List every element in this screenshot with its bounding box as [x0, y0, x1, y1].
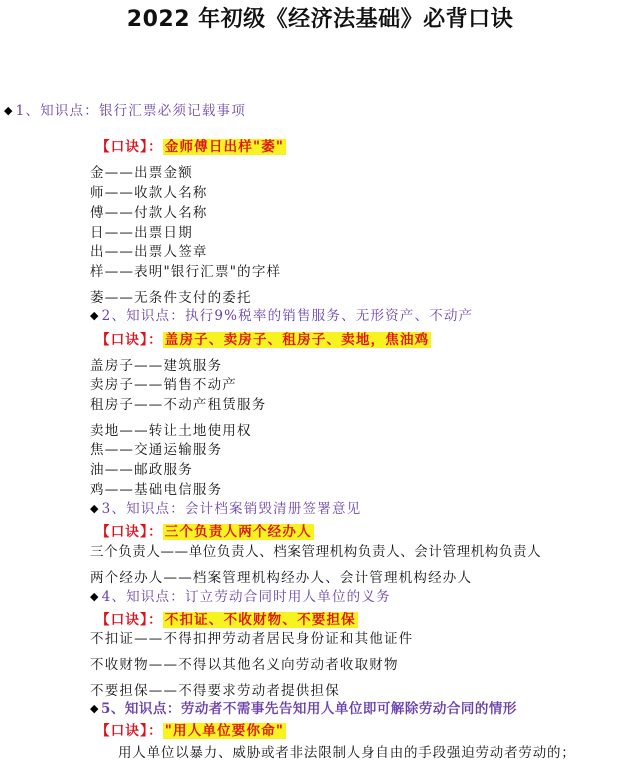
document-title: 2022 年初级《经济法基础》必背口诀 [126, 7, 514, 32]
mnemonic-tag: 【口诀】 [96, 723, 149, 739]
list-item: 萎——无条件支付的委托 [90, 290, 252, 306]
list-item: 金——出票金额 [90, 165, 193, 181]
section-3-heading [90, 500, 361, 519]
section-4-heading [90, 588, 391, 607]
list-item: 师——收款人名称 [90, 185, 208, 201]
section-2-heading [90, 307, 473, 326]
list-item: 不收财物——不得以其他名义向劳动者收取财物 [90, 657, 399, 673]
mnemonic-sep: ： [148, 332, 163, 348]
mnemonic-highlight: 不扣证、不收财物、不要担保 [164, 612, 356, 628]
diamond-bullet-icon: ◆ [90, 502, 100, 515]
section-heading-text: 3、知识点：会计档案销毁清册签署意见 [101, 501, 362, 517]
section-5-mnemonic [96, 722, 286, 740]
diamond-bullet-icon: ◆ [90, 702, 99, 715]
mnemonic-highlight: 盖房子、卖房子、租房子、卖地，焦油鸡 [164, 332, 430, 348]
section-4-mnemonic [96, 611, 358, 629]
diamond-bullet-icon: ◆ [90, 309, 100, 322]
section-3-mnemonic [96, 523, 314, 541]
list-item: 三个负责人——单位负责人、档案管理机构负责人、会计管理机构负责人 [90, 544, 542, 560]
mnemonic-sep: ： [148, 612, 163, 628]
mnemonic-tag: 【口诀】 [96, 332, 149, 348]
list-item: 日——出票日期 [90, 225, 193, 241]
section-1-mnemonic [96, 138, 286, 156]
mnemonic-sep: ： [148, 139, 163, 155]
list-item: 出——出票人签章 [90, 244, 208, 260]
section-2-mnemonic [96, 331, 431, 349]
list-item: 卖房子——销售不动产 [90, 377, 237, 393]
mnemonic-sep: ： [148, 524, 163, 540]
mnemonic-tag: 【口诀】 [96, 524, 149, 540]
list-item: 傅——付款人名称 [90, 205, 208, 221]
diamond-bullet-icon: ◆ [90, 590, 100, 603]
list-item: 两个经办人——档案管理机构经办人、会计管理机构经办人 [90, 570, 473, 586]
list-item: 用人单位以暴力、威胁或者非法限制人身自由的手段强迫劳动者劳动的； [118, 745, 576, 761]
list-item: 焦——交通运输服务 [90, 442, 223, 458]
section-heading-text: 5、知识点：劳动者不需事先告知用人单位即可解除劳动合同的情形 [100, 701, 517, 717]
list-item: 卖地——转让土地使用权 [90, 423, 252, 439]
section-5-heading [90, 700, 517, 719]
list-item: 鸡——基础电信服务 [90, 482, 223, 498]
mnemonic-highlight: "用人单位要你命" [164, 723, 285, 739]
diamond-bullet-icon: ◆ [4, 104, 14, 117]
list-item: 不扣证——不得扣押劳动者居民身份证和其他证件 [90, 631, 414, 647]
mnemonic-tag: 【口诀】 [96, 612, 149, 628]
mnemonic-highlight: 三个负责人两个经办人 [164, 524, 312, 540]
mnemonic-sep: ： [148, 723, 163, 739]
list-item: 样——表明"银行汇票"的字样 [90, 264, 282, 280]
mnemonic-tag: 【口诀】 [96, 139, 149, 155]
list-item: 盖房子——建筑服务 [90, 358, 223, 374]
list-item: 租房子——不动产租赁服务 [90, 397, 267, 413]
section-1-heading [4, 102, 246, 121]
mnemonic-highlight: 金师傅日出样"萎" [164, 139, 285, 155]
section-heading-text: 2、知识点：执行9%税率的销售服务、无形资产、不动产 [101, 308, 474, 324]
list-item: 不要担保——不得要求劳动者提供担保 [90, 683, 340, 699]
section-heading-text: 1、知识点：银行汇票必须记载事项 [15, 103, 246, 119]
section-heading-text: 4、知识点：订立劳动合同时用人单位的义务 [101, 589, 391, 605]
list-item: 油——邮政服务 [90, 462, 193, 478]
